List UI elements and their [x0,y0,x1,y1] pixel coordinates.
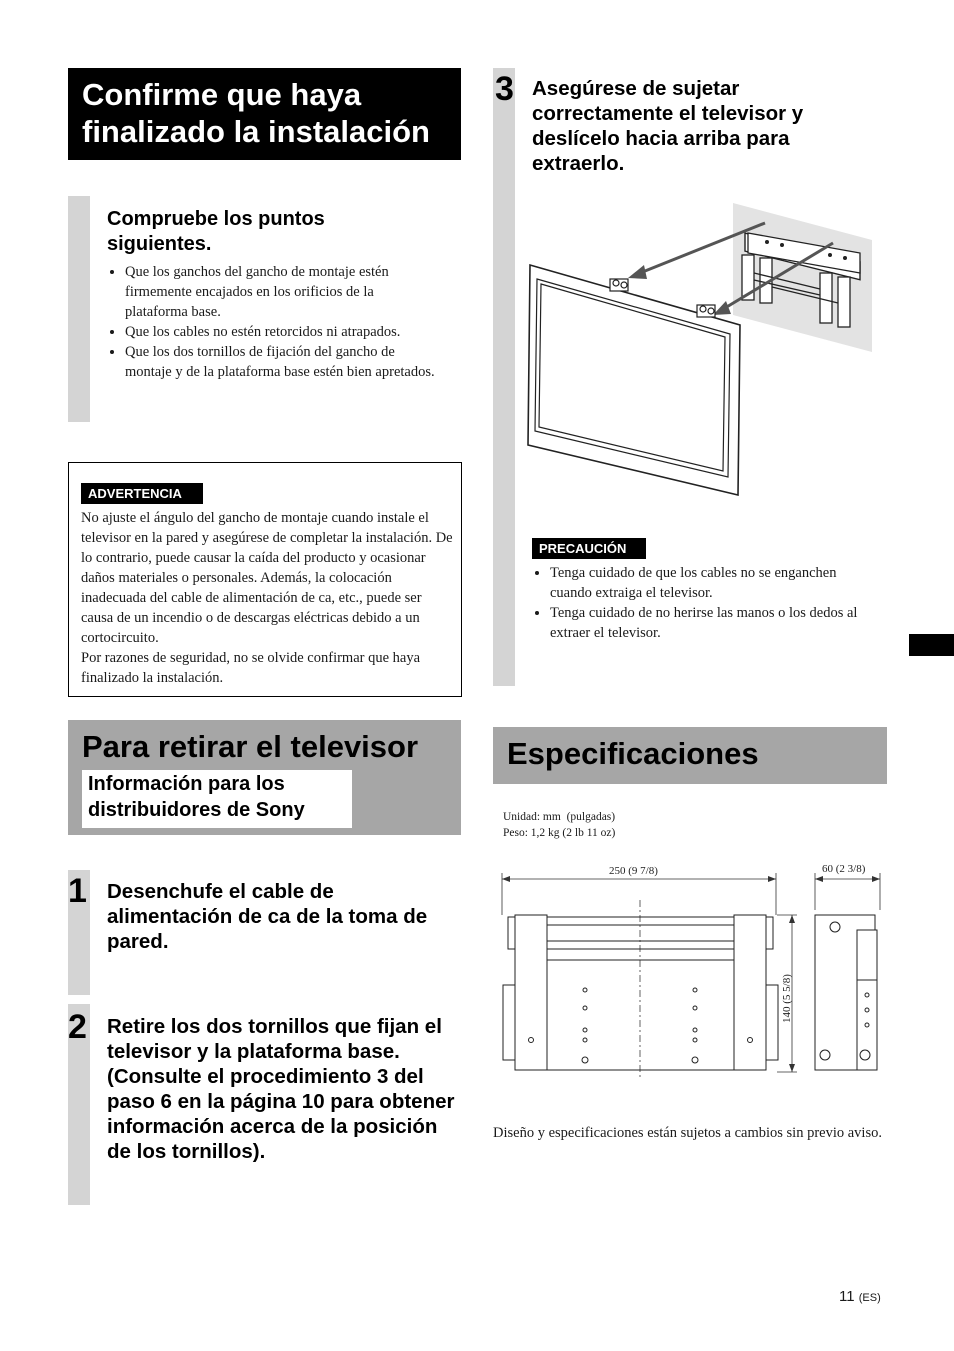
list-item: • Que los cables no estén retorcidos ni atrapados. [125,322,437,342]
list-item: • Tenga cuidado de que los cables no se enganchen cuando extraiga el televisor. [550,563,877,603]
spec-weight: Peso: 1,2 kg (2 lb 11 oz) [503,827,616,839]
dim-width-label: 250 (9 7/8) [609,865,658,877]
warning-paragraph: No ajuste el ángulo del gancho de montaje cuando instale el televisor en la pared y asegúrese de completar la instalación. De lo contrario, puede causar la caída del producto y ocasionar daños materiales o personales. Además, la colocación inadecuada del cable de alimentación de ca, etc., puede ser causa de un incendio o de descargas eléctricas debido a un cortocircuito. [81,510,453,646]
specs-header [493,727,887,784]
dim-depth-label: 60 (2 3/8) [822,863,866,875]
step3-number: 3 [495,70,514,108]
remove-subtitle-box [82,770,352,828]
spec-unit: Unidad: mm (pulgadas) [503,811,616,823]
remove-header [68,720,461,835]
section-tab [909,634,954,656]
dim-height-label: 140 (5 5/8) [781,974,793,1023]
list-item: • Que los ganchos del gancho de montaje estén firmemente encajados en los orificios de la plataforma base. [125,262,437,322]
check-list [107,262,437,382]
remove-title: Para retirar el televisor [82,729,419,764]
step1-number: 1 [68,872,87,910]
warning-label: ADVERTENCIA [81,483,203,504]
step3-text: Asegúrese de sujetar correctamente el televisor y deslícelo hacia arriba para extraerlo. [532,77,804,175]
step1-text: Desenchufe el cable de alimentación de ca de la toma de pared. [107,880,428,953]
caution-list [532,563,877,643]
specs-note: Diseño y especificaciones están sujetos a cambios sin previo aviso. [493,1125,882,1141]
step3-bar [493,68,515,686]
remove-subtitle: Información para los distribuidores de Sony [88,773,305,821]
confirm-title-text: Confirme que haya finalizado la instalación [82,77,430,149]
page-number [839,1288,881,1305]
page-number-value: 11 [839,1288,855,1305]
list-item: • Que los dos tornillos de fijación del gancho de montaje y de la plataforma base estén bien apretados. [125,342,437,382]
tv-removal-illustration [520,195,880,500]
page-lang: (ES) [858,1292,881,1304]
warning-box [68,462,462,697]
warning-text [81,508,453,688]
list-item: • Tenga cuidado de no herirse las manos o los dedos al extraer el televisor. [550,603,877,643]
check-section-bar [68,196,90,422]
step2-number: 2 [68,1008,87,1046]
dimension-drawing [495,855,890,1085]
confirm-title [68,68,461,160]
specs-title: Especificaciones [507,736,759,771]
warning-paragraph-2: Por razones de seguridad, no se olvide confirmar que haya finalizado la instalación. [81,650,421,686]
check-heading: Compruebe los puntos siguientes. [107,208,325,255]
step2-text: Retire los dos tornillos que fijan el televisor y la plataforma base. (Consulte el procedimiento 3 del paso 6 en la página 10 para obtener información acerca de la posición de los tornillos). [107,1015,455,1163]
caution-label: PRECAUCIÓN [532,538,646,559]
